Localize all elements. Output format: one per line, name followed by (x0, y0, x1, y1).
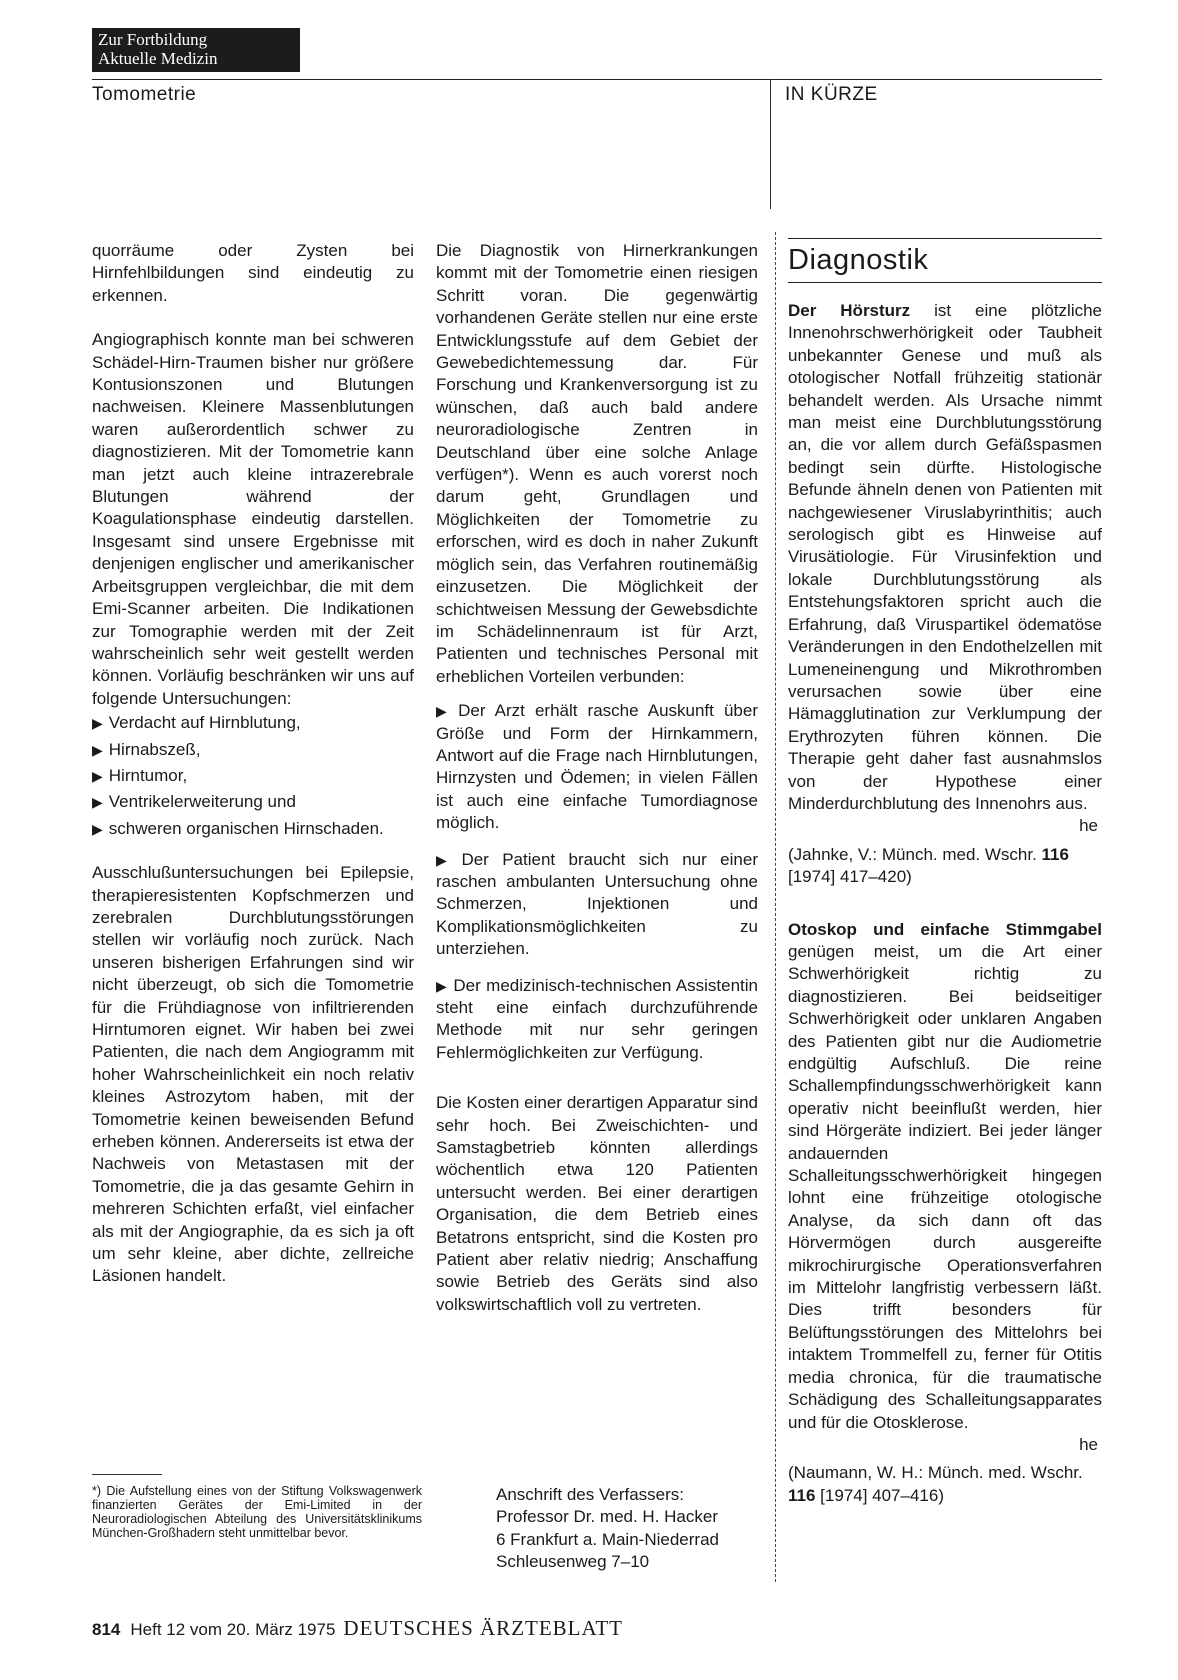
list-item: ▶ schweren organischen Hirnschaden. (92, 818, 384, 838)
list-item: ▶ Verdacht auf Hirnblutung, (92, 713, 301, 733)
header-divider (770, 79, 771, 209)
badge-line-1: Zur Fortbildung (98, 30, 208, 49)
list-item: ▶ Der Patient braucht sich nur einer raschen ambulanten Untersuchung ohne Schmerzen, Injektionen und Komplikationsmöglichkeiten zu unterziehen. (436, 849, 758, 959)
col2-paragraph-2: Die Kosten einer derartigen Apparatur sind sehr hoch. Bei Zweischichten- und Samstagbetrieb könnten allerdings wöchentlich etwa 120 Patienten untersucht werden. Bei einer derartigen Organisation, die dem Betrieb eines Betatrons entspricht, sind die Kosten pro Patient aber relativ niedrig; Anschaffung sowie Betrieb des Geräts sind also volkswirtschaftlich voll zu vertreten. (436, 1093, 758, 1314)
section-title: Diagnostik (788, 244, 929, 276)
col1-paragraph-2: Angiographisch konnte man bei schweren Schädel-Hirn-Traumen bisher nur größere Kontusionszonen und Blutungen nachweisen. Kleinere Massenblutungen waren außerordentlich schwer zu diagnostizieren. Mit der Tomometrie kann man jetzt auch kleine intrazerebrale Blutungen während der Koagulationsphase eindeutig darstellen. Insgesamt sind unsere Ergebnisse mit denjenigen englischer und amerikanischer Arbeitsgruppen vergleichbar, die mit dem Emi-Scanner arbeiten. Die Indikationen zur Tomographie werden mit der Zeit wahrscheinlich sehr weit gestellt werden können. Vorläufig beschränken wir uns auf folgende Untersuchungen: (92, 330, 414, 708)
col1-paragraph-3: Ausschlußuntersuchungen bei Epilepsie, therapieresistenten Kopfschmerzen und zerebralen Durchblutungsstörungen stellen wir vorläufig noch zurück. Nach unseren bisherigen Erfahrungen sind wir nicht überzeugt, ob sich die Tomometrie für die Frühdiagnose von infiltrierenden Hirntumoren eignet. Wir haben bei zwei Patienten, die nach dem Angiogramm mit hoher Wahrscheinlichkeit ein noch relativ kleines Astrozytom haben, mit der Tomometrie keinen beweisenden Befund erheben können. Andererseits ist etwa der Nachweis von Metastasen mit der Tomometrie, die ja das gesamte Gehirn in mehreren Schichten erfaßt, viel einfacher als mit der Angiographie, da es sich ja oft um sehr kleine, aber dichte, zellreiche Läsionen handelt. (92, 863, 414, 1286)
page-footer (92, 1616, 623, 1641)
badge-line-2: Aktuelle Medizin (98, 49, 218, 68)
column-divider (775, 232, 777, 1582)
triangle-bullet-icon: ▶ (92, 767, 103, 784)
news-item-1 (788, 300, 1102, 815)
section-topic: IN KÜRZE (785, 84, 878, 105)
column-2 (436, 240, 758, 1338)
col2-paragraph-1: Die Diagnostik von Hirnerkrankungen kommt mit der Tomometrie einen riesigen Schritt voran. Die gegenwärtig vorhandenen Geräte stellen nur eine erste Entwicklungsstufe auf dem Gebiet der Gewebedichtemessung dar. Für Forschung und Krankenversorgung ist zu wünschen, daß auch bald andere neuroradiologische Zentren in Deutschland über eine solche Anlage verfügen*). Wenn es auch vorerst noch darum geht, Grundlagen und Möglichkeiten der Tomometrie zu erforschen, wird es doch in naher Zukunft möglich sein, das Verfahren routinemäßig einzusetzen. Die Möglichkeit der schichtweisen Messung der Gewebsdichte im Schädelinnenraum ist für Arzt, Patienten und technisches Personal mit erheblichen Vorteilen verbunden: (436, 241, 758, 686)
triangle-bullet-icon: ▶ (92, 794, 103, 811)
author-initials: he (1079, 1434, 1098, 1454)
triangle-bullet-icon: ▶ (92, 741, 103, 758)
col1-paragraph-1: quorräume oder Zysten bei Hirnfehlbildungen sind eindeutig zu erkennen. (92, 241, 414, 305)
footnote-rule (92, 1474, 162, 1475)
list-item: ▶ Der medizinisch-technischen Assistentin steht eine einfach durchzuführende Methode mit nur sehr geringen Fehlermöglichkeiten zur Verfügung. (436, 975, 758, 1062)
triangle-bullet-icon: ▶ (92, 715, 103, 732)
triangle-bullet-icon: ▶ (436, 703, 453, 720)
list-item: ▶ Der Arzt erhält rasche Auskunft über Größe und Form der Hirnkammern, Antwort auf die Frage nach Hirnblutungen, Hirnzysten und Ödemen; in vielen Fällen ist auch eine einfache Tumordiagnose möglich. (436, 701, 758, 833)
author-address: Anschrift des Verfassers: Professor Dr. med. H. Hacker 6 Frankfurt a. Main-Niederrad Schleusenweg 7–10 (496, 1485, 719, 1572)
article-topic: Tomometrie (92, 84, 197, 105)
citation: (Naumann, W. H.: Münch. med. Wschr. 116 [1974] 407–416) (788, 1463, 1083, 1505)
news-body: ist eine plötzliche Innenohrschwerhörigkeit oder Taubheit unbekannter Genese und muß als otologischer Notfall frühzeitig stationär behandelt werden. Als Ursache nimmt man meist eine Durchblutungsstörung an, die vor allem durch Gefäßspasmen bedingt sein dürfte. Histologische Befunde ähneln denen von Patienten mit nachgewiesener Viruslabyrinthitis; auch serologisch gibt es Hinweise auf Virusätiologie. Für Virusinfektion und lokale Durchblutungsstörung als Entstehungsfaktoren spricht auch die Erfahrung, daß Viruspartikel ödematöse Veränderungen in den Endothelzellen mit Lumeneinengung und Mikrothromben verursachen sowie über eine Hämagglutination zur Verklumpung der Erythrozyten führen können. Die Therapie geht daher fast ausnahmslos von der Hypothese einer Minderdurchblutung des Innenohrs aus. (788, 301, 1103, 813)
triangle-bullet-icon: ▶ (436, 851, 456, 868)
header-rule (92, 79, 1102, 80)
list-item: ▶ Hirnabszeß, (92, 739, 201, 759)
issue-info: Heft 12 vom 20. März 1975 (130, 1620, 336, 1639)
list-item: ▶ Hirntumor, (92, 765, 188, 785)
news-lead: Der Hörsturz (788, 301, 911, 320)
section-rule-top (788, 238, 1102, 239)
news-body: genügen meist, um die Art einer Schwerhörigkeit richtig zu diagnostizieren. Bei beidseitiger Schwerhörigkeit oder unklaren Angaben des Patienten gibt nur die Audiometrie endgültig Aufschluß. Die reine Schallempfindungsschwerhörigkeit kann operativ nicht beeinflußt werden, hier sind Hörgeräte indiziert. Bei jeder länger andauernden Schalleitungsschwerhörigkeit hingegen lohnt eine frühzeitige otologische Analyse, da sich dann oft das Hörvermögen durch ausgereifte mikrochirurgische Operationsverfahren im Mittelohr langfristig verbessern läßt. Dies trifft besonders für Belüftungsstörungen des Mittelohrs bei intaktem Trommelfell zu, ferner für Otitis media chronica, für die traumatische Schädigung des Schalleitungsapparates und für die Otosklerose. (788, 941, 1102, 1432)
triangle-bullet-icon: ▶ (436, 977, 448, 994)
footnote: *) Die Aufstellung eines von der Stiftung Volkswagenwerk finanzierten Gerätes der Emi-Limited in der Neuroradiologischen Abteilung des Universitätsklinikums München-Großhadern steht unmittelbar bevor. (92, 1484, 422, 1540)
section-rule-bottom (788, 282, 1102, 283)
list-item: ▶ Ventrikelerweiterung und (92, 792, 296, 812)
citation: (Jahnke, V.: Münch. med. Wschr. 116 [1974] 417–420) (788, 844, 1069, 887)
triangle-bullet-icon: ▶ (92, 820, 103, 837)
column-1 (92, 240, 414, 1310)
page-number: 814 (92, 1620, 121, 1639)
journal-name: DEUTSCHES ÄRZTEBLATT (343, 1616, 623, 1640)
author-initials: he (1079, 816, 1098, 836)
news-item-2 (788, 919, 1102, 1434)
news-lead: Otoskop und einfache Stimmgabel (788, 919, 1102, 939)
column-3 (788, 300, 1102, 1521)
section-badge (92, 28, 300, 72)
